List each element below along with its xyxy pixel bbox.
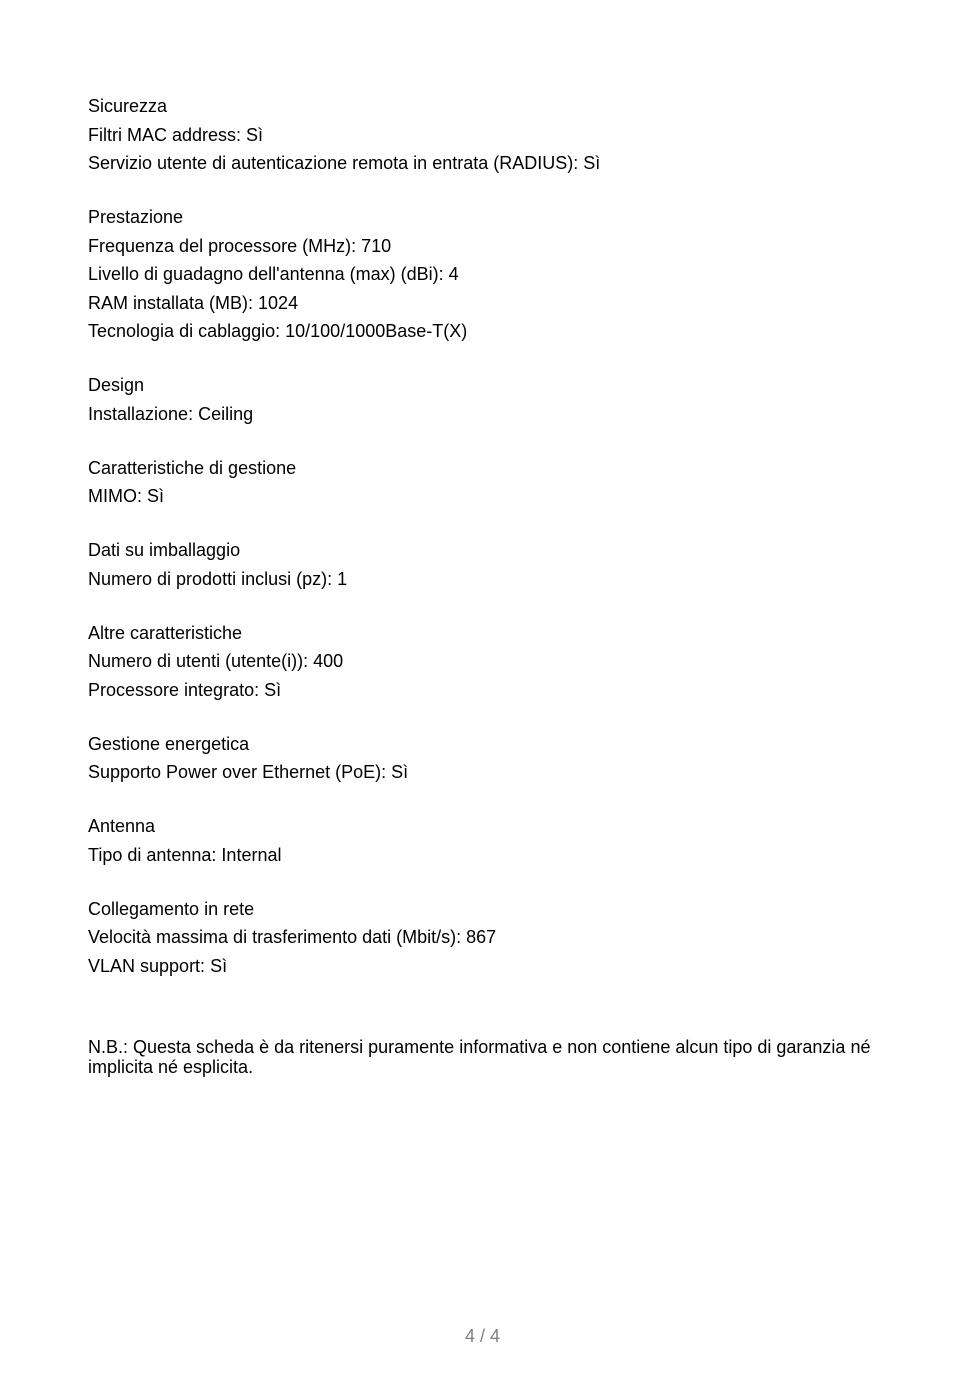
section-heading: Sicurezza — [88, 96, 168, 116]
spec-line: RAM installata (MB): 1024 — [88, 292, 299, 313]
spec-line: Frequenza del processore (MHz): 710 — [88, 235, 392, 256]
page-number: 4 / 4 — [464, 1326, 501, 1346]
section-heading: Altre caratteristiche — [88, 622, 243, 643]
spec-line: Supporto Power over Ethernet (PoE): Sì — [88, 762, 409, 782]
spec-line: Numero di prodotti inclusi (pz): 1 — [88, 568, 348, 589]
spec-line: Livello di guadagno dell'antenna (max) (dBi): 4 — [88, 264, 459, 284]
section-collegamento-rete — [88, 895, 888, 981]
section-heading: Collegamento in rete — [88, 898, 255, 919]
section-caratteristiche-gestione — [88, 454, 888, 511]
spec-line: MIMO: Sì — [88, 486, 164, 506]
spec-content — [88, 92, 888, 1006]
section-gestione-energetica — [88, 730, 888, 787]
spec-line: VLAN support: Sì — [88, 955, 228, 976]
section-altre-caratteristiche — [88, 619, 888, 705]
spec-line: Servizio utente di autenticazione remota in entrata (RADIUS): Sì — [88, 153, 601, 173]
spec-line: Numero di utenti (utente(i)): 400 — [88, 651, 344, 671]
section-design — [88, 371, 888, 428]
spec-line: Processore integrato: Sì — [88, 679, 282, 700]
section-heading: Design — [88, 375, 145, 395]
spec-line: Installazione: Ceiling — [88, 403, 254, 424]
section-antenna — [88, 812, 888, 869]
section-heading: Caratteristiche di gestione — [88, 457, 297, 478]
spec-line: Tipo di antenna: Internal — [88, 844, 282, 865]
section-sicurezza — [88, 92, 888, 178]
disclaimer-note: N.B.: Questa scheda è da ritenersi puramente informativa e non contiene alcun tipo di garanzia né implicita né esplicita. — [88, 1037, 871, 1077]
spec-line: Velocità massima di trasferimento dati (Mbit/s): 867 — [88, 927, 497, 947]
section-heading: Prestazione — [88, 207, 184, 227]
section-heading: Gestione energetica — [88, 733, 250, 754]
section-heading: Dati su imballaggio — [88, 540, 241, 560]
section-prestazione — [88, 203, 888, 346]
section-dati-imballaggio — [88, 536, 888, 593]
spec-line: Tecnologia di cablaggio: 10/100/1000Base-T(X) — [88, 321, 468, 341]
spec-line: Filtri MAC address: Sì — [88, 124, 264, 145]
section-heading: Antenna — [88, 816, 156, 836]
